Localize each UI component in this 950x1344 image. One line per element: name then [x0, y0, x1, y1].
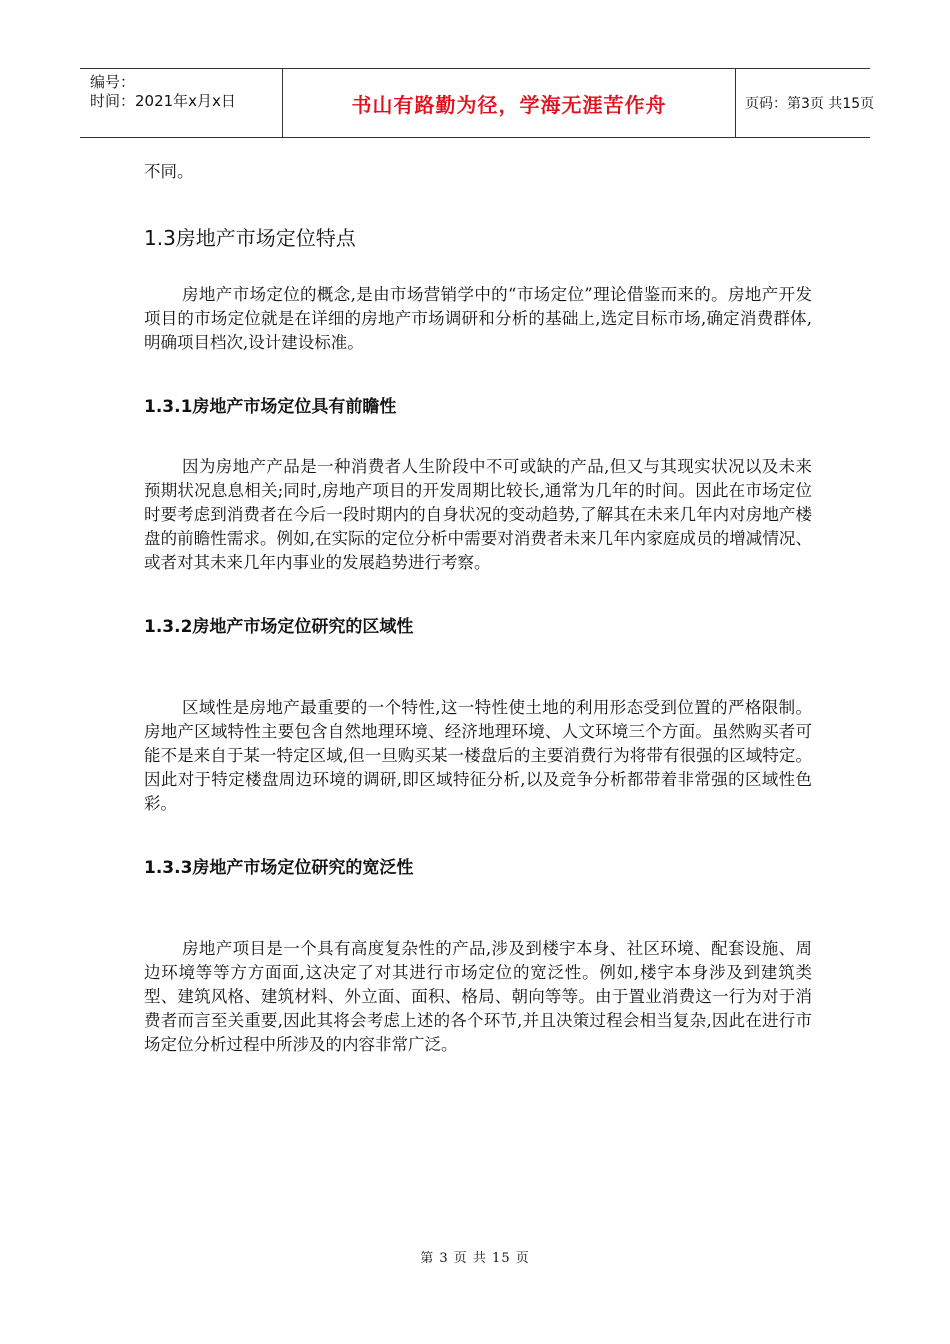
page-info: 页码：第3页 共15页	[745, 96, 875, 112]
motto-text: 书山有路勤为径，学海无涯苦作舟	[351, 92, 667, 117]
header-page-cell	[735, 69, 875, 137]
page-header	[80, 68, 875, 138]
continuation-text: 不同。	[144, 162, 194, 181]
header-motto-cell	[282, 69, 736, 137]
page-footer: 第 3 页 共 15 页	[420, 1251, 530, 1266]
date-label: 时间：2021年x月x日	[90, 92, 236, 110]
section-1-3-paragraph: 房地产市场定位的概念,是由市场营销学中的“市场定位”理论借鉴而来的。房地产开发项目的市场定位就是在详细的房地产市场调研和分析的基础上,选定目标市场,确定消费群体,明确项目档次,设计建设标准。	[144, 285, 812, 352]
header-meta-cell	[80, 69, 282, 137]
number-label: 编号：	[90, 73, 136, 91]
section-1-3-1-heading: 1.3.1房地产市场定位具有前瞻性	[144, 397, 397, 417]
section-1-3-2-paragraph: 区域性是房地产最重要的一个特性,这一特性使土地的利用形态受到位置的严格限制。房地产区域特性主要包含自然地理环境、经济地理环境、人文环境三个方面。虽然购买者可能不是来自于某一特定区域,但一旦购买某一楼盘后的主要消费行为将带有很强的区域特定。因此对于特定楼盘周边环境的调研,即区域特征分析,以及竞争分析都带着非常强的区域性色彩。	[144, 698, 812, 813]
section-1-3-1-paragraph: 因为房地产产品是一种消费者人生阶段中不可或缺的产品,但又与其现实状况以及未来预期状况息息相关;同时,房地产项目的开发周期比较长,通常为几年的时间。因此在市场定位时要考虑到消费者在今后一段时期内的自身状况的变动趋势,了解其在未来几年内对房地产楼盘的前瞻性需求。例如,在实际的定位分析中需要对消费者未来几年内家庭成员的增减情况、或者对其未来几年内事业的发展趋势进行考察。	[144, 457, 812, 572]
section-1-3-3-paragraph: 房地产项目是一个具有高度复杂性的产品,涉及到楼宇本身、社区环境、配套设施、周边环境等等方方面面,这决定了对其进行市场定位的宽泛性。例如,楼宇本身涉及到建筑类型、建筑风格、建筑材料、外立面、面积、格局、朝向等等。由于置业消费这一行为对于消费者而言至关重要,因此其将会考虑上述的各个环节,并且决策过程会相当复杂,因此在进行市场定位分析过程中所涉及的内容非常广泛。	[144, 939, 812, 1054]
document-body	[144, 160, 812, 1057]
section-1-3-3-heading: 1.3.3房地产市场定位研究的宽泛性	[144, 858, 414, 878]
section-1-3-2-heading: 1.3.2房地产市场定位研究的区域性	[144, 617, 414, 637]
section-1-3-heading: 1.3房地产市场定位特点	[144, 226, 356, 250]
